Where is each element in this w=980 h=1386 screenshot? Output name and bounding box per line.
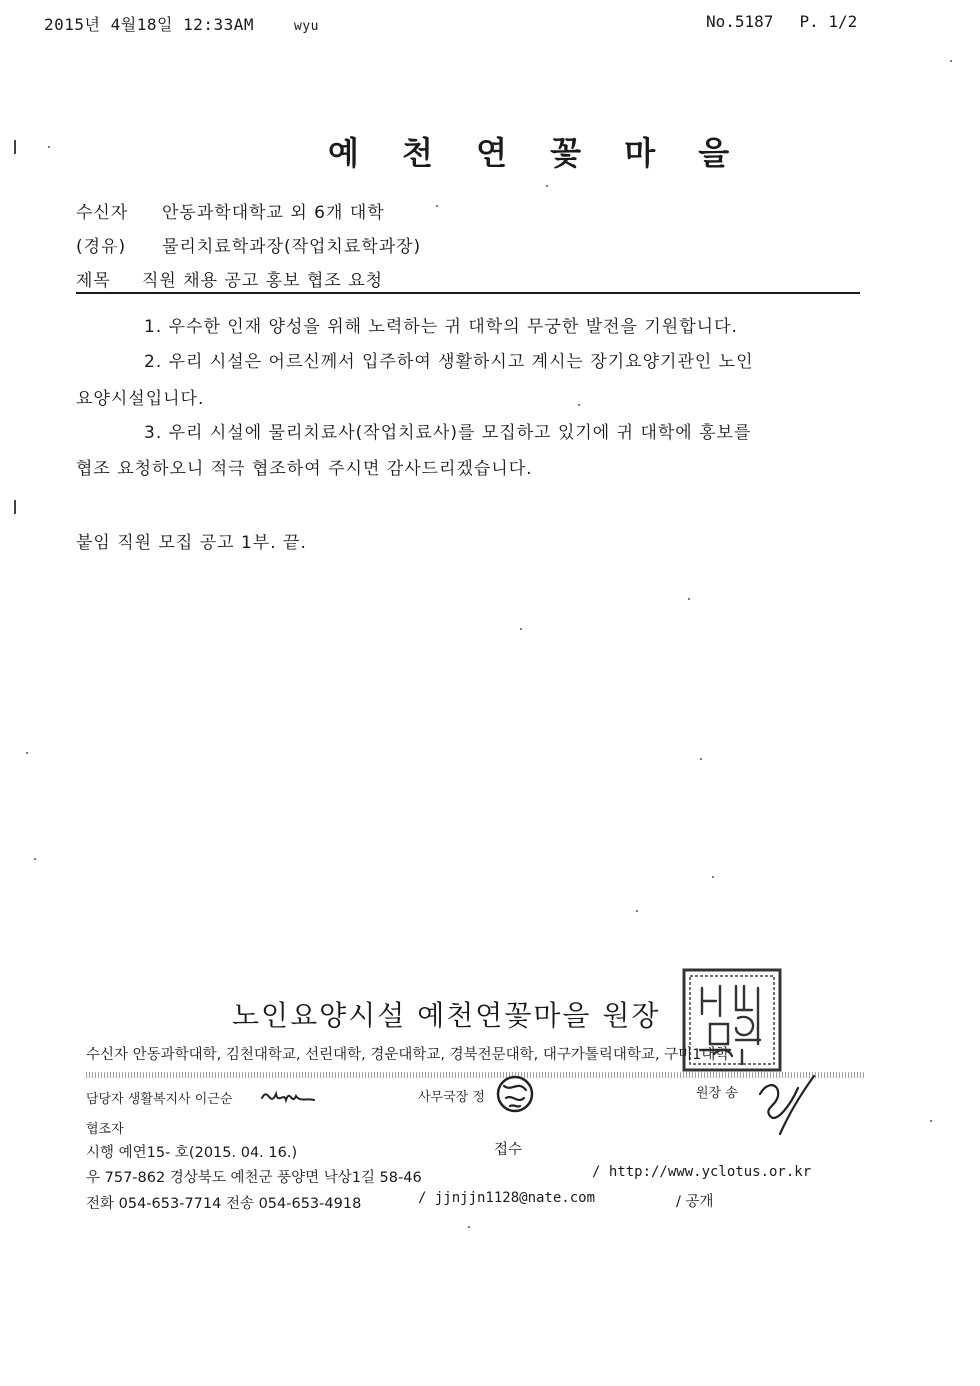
email-address: / jjnjjn1128@nate.com	[418, 1190, 596, 1206]
fax-code: wyu	[294, 19, 319, 34]
via-value: 물리치료학과장(작업치료학과장)	[162, 237, 422, 257]
scan-margin-mark	[14, 500, 16, 514]
subject-value: 직원 채용 공고 홍보 협조 요청	[142, 271, 384, 291]
subject-row	[76, 266, 383, 291]
footer-recipients: 수신자 안동과학대학, 김천대학교, 선린대학, 경운대학교, 경북전문대학, 대구가톨릭대학교, 구미1대학	[86, 1047, 730, 1063]
director-label: 사무국장 정	[418, 1090, 485, 1105]
issuer-title: 노인요양시설 예천연꽃마을 원장	[232, 999, 661, 1032]
staff-label: 담당자 생활복지사 이근순	[86, 1092, 233, 1107]
receipt-label: 접수	[494, 1142, 523, 1158]
director-signature-icon	[490, 1070, 540, 1120]
postal-address: 우 757-862 경상북도 예천군 풍양면 낙상1길 58-46	[86, 1170, 422, 1186]
website-url: / http://www.yclotus.or.kr	[592, 1164, 812, 1180]
attachment-line: 붙임 직원 모집 공고 1부. 끝.	[76, 533, 307, 553]
paragraph-3-line-2: 협조 요청하오니 적극 협조하여 주시면 감사드리겠습니다.	[76, 459, 533, 479]
disclosure-label: / 공개	[676, 1194, 714, 1210]
fax-datetime: 2015년 4월18일 12:33AM	[44, 15, 254, 34]
enforcement-line: 시행 예연15- 호(2015. 04. 16.)	[86, 1145, 298, 1161]
paragraph-1: 1. 우수한 인재 양성을 위해 노력하는 귀 대학의 무궁한 발전을 기원합니다.	[144, 317, 738, 337]
subject-label: 제목	[76, 271, 111, 291]
head-signature-icon	[750, 1064, 820, 1146]
letterhead-title: 예 천 연 꽃 마 을	[328, 134, 746, 172]
via-row	[76, 232, 421, 257]
header-divider	[76, 292, 860, 294]
scan-noise-line	[86, 1072, 866, 1078]
staff-signature-icon	[258, 1080, 318, 1110]
via-label: (경유)	[76, 237, 127, 257]
recipient-label: 수신자	[76, 203, 129, 223]
fax-page: P. 1/2	[799, 12, 858, 31]
paragraph-2-line-2: 요양시설입니다.	[76, 389, 205, 409]
fax-header-right	[706, 12, 857, 31]
paragraph-3-line-1: 3. 우리 시설에 물리치료사(작업치료사)를 모집하고 있기에 귀 대학에 홍보를	[144, 423, 752, 443]
fax-number: No.5187	[706, 12, 774, 31]
fax-header-left	[44, 12, 319, 35]
phone-fax-line: 전화 054-653-7714 전송 054-653-4918	[86, 1196, 362, 1212]
paragraph-2-line-1: 2. 우리 시설은 어르신께서 입주하여 생활하시고 계시는 장기요양기관인 노인	[144, 352, 754, 372]
cooperator-label: 협조자	[86, 1122, 124, 1137]
head-label: 원장 송	[696, 1086, 738, 1101]
recipient-value: 안동과학대학교 외 6개 대학	[162, 203, 385, 223]
scan-margin-mark	[14, 140, 16, 154]
recipient-row	[76, 198, 385, 223]
